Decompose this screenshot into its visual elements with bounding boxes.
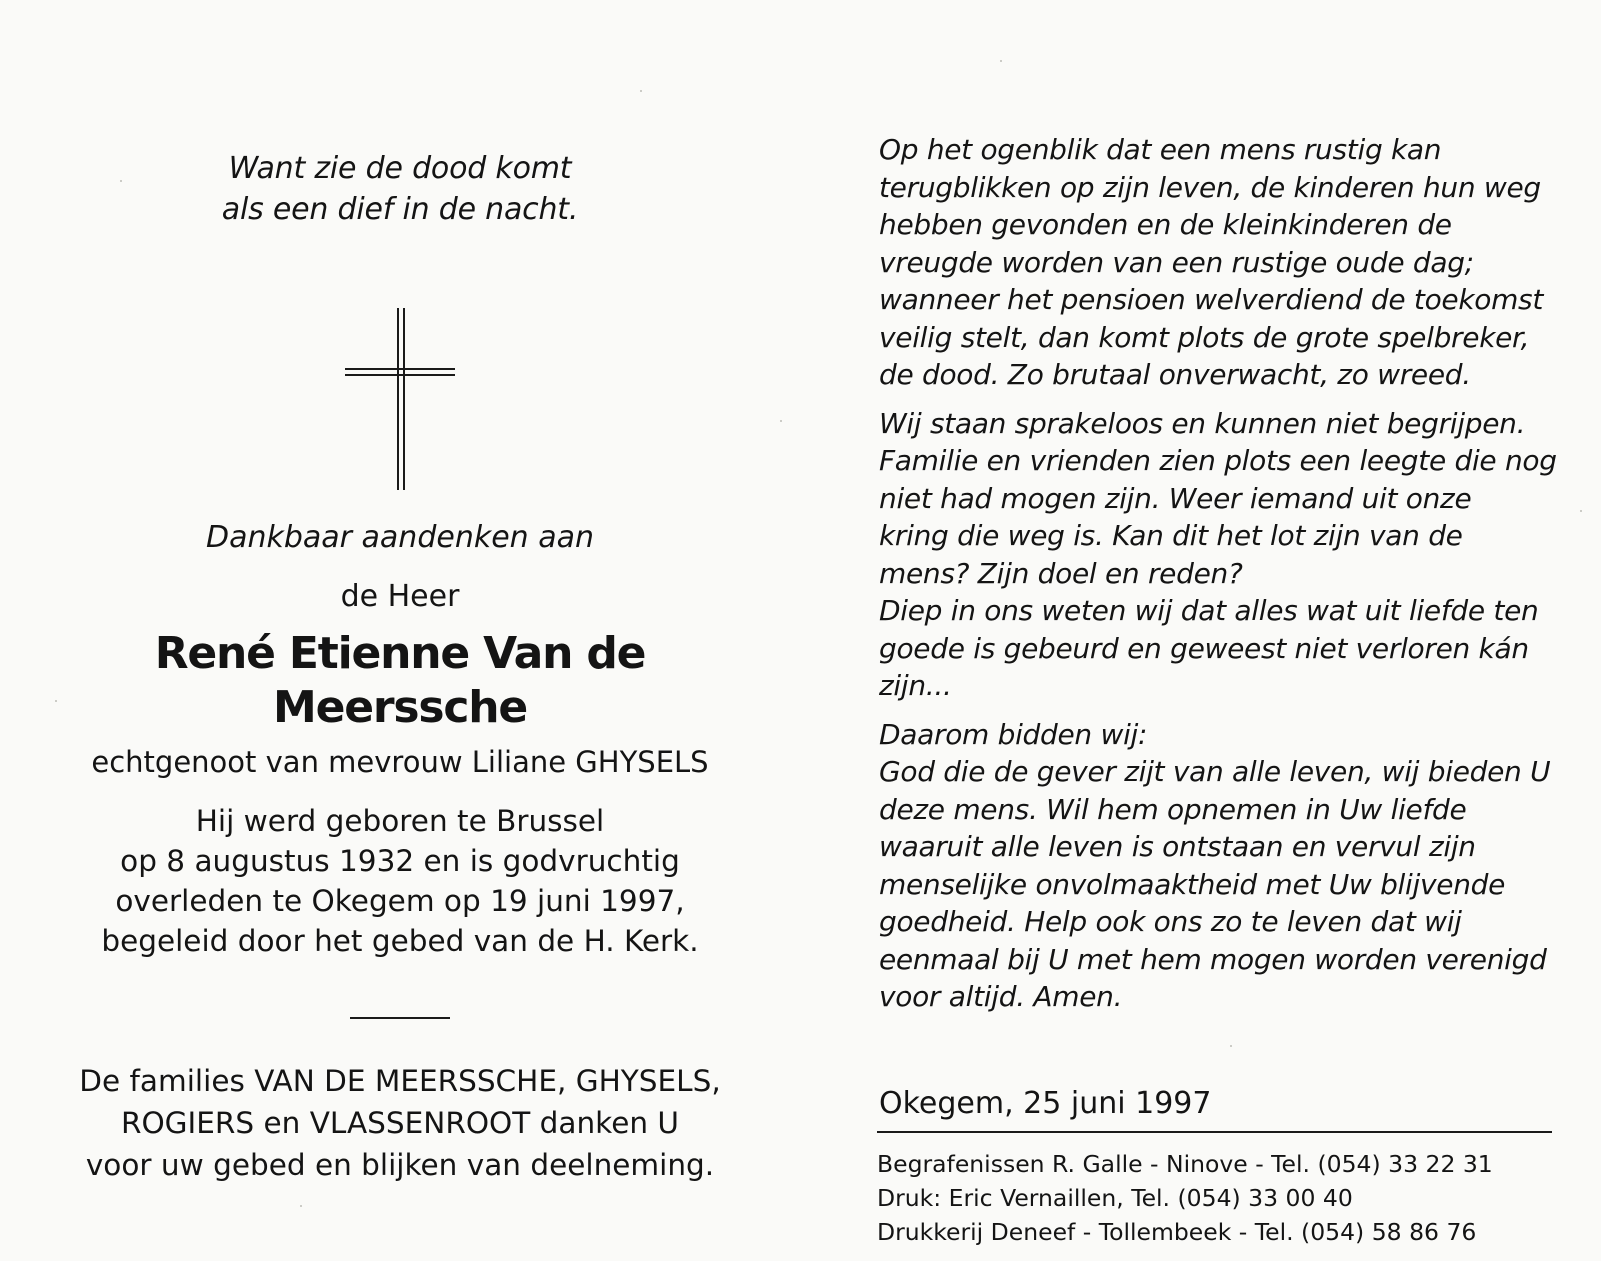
quote-line: als een dief in de nacht. [221,192,579,227]
bio-line: overleden te Okegem op 19 juni 1997, [115,884,685,918]
bio-line: Hij werd geboren te Brussel [195,804,605,838]
family-thanks [40,1060,760,1186]
text-line: waaruit alle leven is ontstaan en vervul zijn [879,830,1476,863]
spouse-line: echtgenoot van mevrouw Liliane GHYSELS [91,745,709,779]
paper-speck [640,90,642,92]
printer-credits [877,1147,1493,1249]
paper-speck [1000,60,1002,62]
text-line: goedheid. Help ook ons zo te leven dat wij [879,905,1462,938]
latin-cross-icon [345,308,455,490]
text-line: voor altijd. Amen. [879,980,1123,1013]
paper-speck [55,700,57,702]
text-line: goede is gebeurd en geweest niet verloren kán [879,631,1529,665]
text-line: kring die weg is. Kan dit het lot zijn van de [879,519,1463,552]
family-line: De families VAN DE MEERSSCHE, GHYSELS, [79,1064,721,1098]
text-line: hebben gevonden en de kleinkinderen de [879,208,1452,241]
honorific: de Heer [340,579,460,614]
text-line: zijn... [879,669,952,702]
bible-quote [40,148,760,230]
paper-speck [1580,510,1582,512]
quote-line: Want zie de dood komt [228,151,572,186]
text-line: God die de gever zijt van alle leven, wij bieden U [879,755,1551,788]
family-line: ROGIERS en VLASSENROOT danken U [120,1106,680,1140]
deceased-name: René Etienne Van de Meerssche [154,628,646,733]
bio-line: op 8 augustus 1932 en is godvruchtig [120,844,680,878]
text-line: wanneer het pensioen welverdiend de toekomst [879,283,1544,316]
credit-line: Begrafenissen R. Galle - Ninove - Tel. (054) 33 22 31 [877,1150,1493,1178]
credit-line: Druk: Eric Vernaillen, Tel. (054) 33 00 40 [877,1184,1353,1212]
text-line: vreugde worden van een rustige oude dag; [879,245,1474,279]
credit-line: Drukkerij Deneef - Tollembeek - Tel. (054) 58 86 76 [877,1218,1477,1246]
paragraph-prayer [879,716,1559,1016]
place-date: Okegem, 25 juni 1997 [879,1086,1212,1121]
text-line: Daarom bidden wij: [879,717,1148,751]
right-panel [879,131,1559,1027]
family-line: voor uw gebed en blijken van deelneming. [85,1148,715,1182]
text-line: niet had mogen zijn. Weer iemand uit onze [879,481,1472,515]
text-line: menselijke onvolmaaktheid met Uw blijvende [879,867,1506,901]
text-line: deze mens. Wil hem opnemen in Uw liefde [879,792,1467,826]
paper-speck [1230,1045,1232,1047]
divider [350,1017,450,1019]
left-panel [40,140,760,1186]
bio-line: begeleid door het gebed van de H. Kerk. [101,924,699,958]
text-line: Wij staan sprakeloos en kunnen niet begrijpen. [879,406,1526,440]
footer-rule [877,1131,1552,1133]
paragraph-grief [879,405,1559,705]
text-line: eenmaal bij U met hem mogen worden verenigd [879,942,1547,976]
paper-speck [780,420,782,422]
paper-speck [120,180,122,182]
paper-speck [300,1205,302,1207]
remembrance-heading: Dankbaar aandenken aan [205,520,594,555]
text-line: veilig stelt, dan komt plots de grote spelbreker, [879,320,1530,354]
text-line: Familie en vrienden zien plots een leegte die nog [879,444,1557,477]
text-line: mens? Zijn doel en reden? [879,556,1243,590]
text-line: Diep in ons weten wij dat alles wat uit liefde ten [879,594,1539,627]
text-line: terugblikken op zijn leven, de kinderen hun weg [879,170,1541,204]
biography [40,801,760,961]
text-line: de dood. Zo brutaal onverwacht, zo wreed. [879,358,1471,391]
paragraph-reflection [879,131,1559,394]
text-line: Op het ogenblik dat een mens rustig kan [879,133,1442,166]
